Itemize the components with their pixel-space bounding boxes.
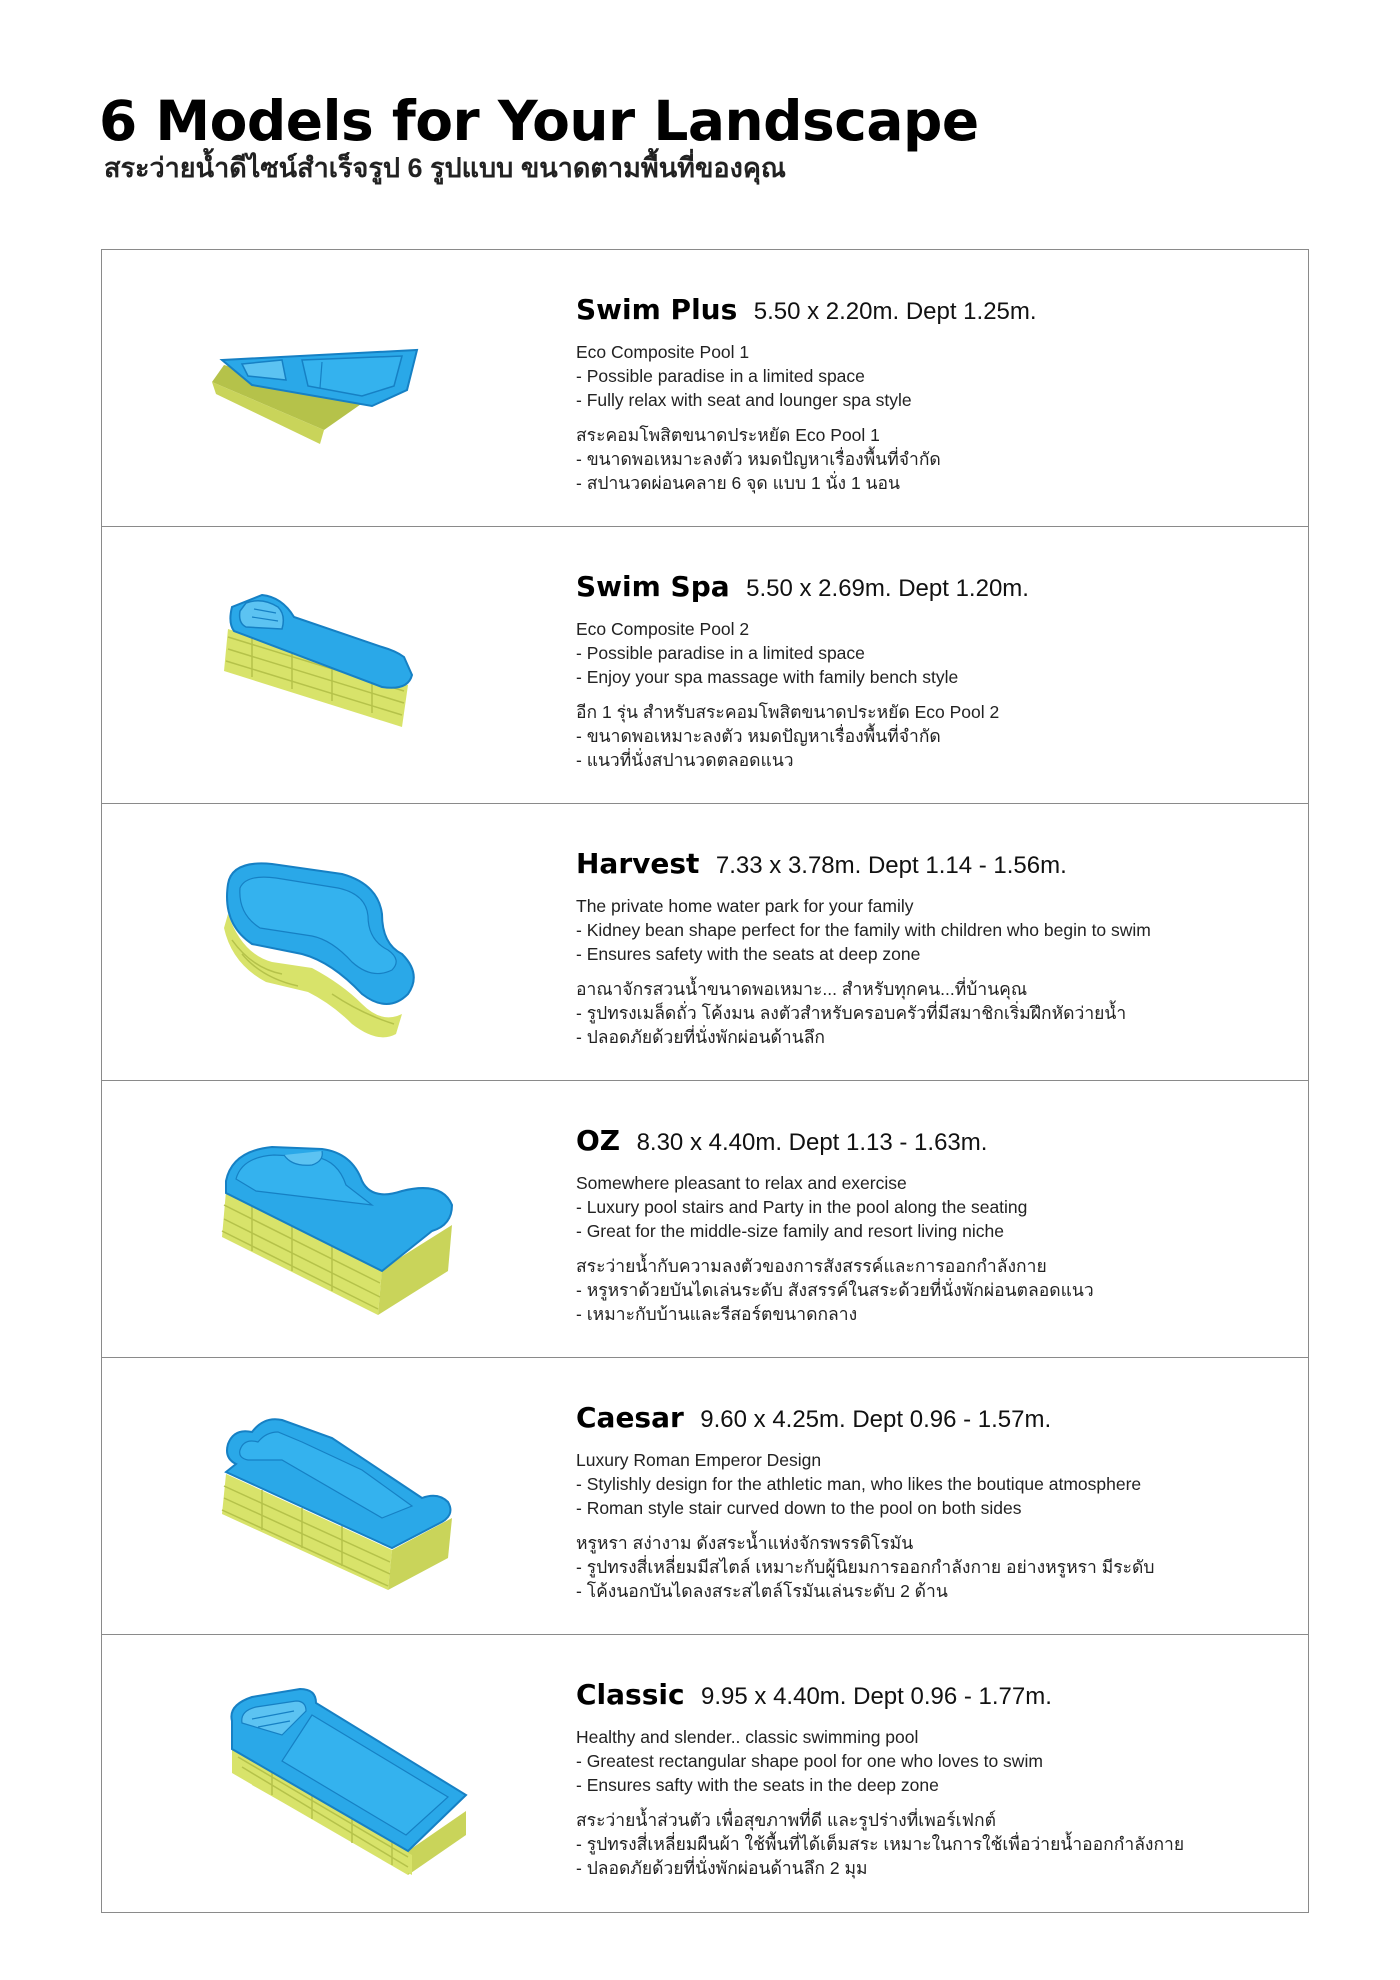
description-line: Luxury Roman Emperor Design (576, 1450, 822, 1470)
model-spec: 5.50 x 2.20m. Dept 1.25m. (753, 298, 1037, 325)
model-row-swim-plus (102, 250, 1308, 527)
model-name: Harvest (576, 847, 700, 880)
description-line: - Fully relax with seat and lounger spa style (576, 390, 912, 410)
model-name: Swim Spa (576, 570, 730, 603)
description-line: - Kidney bean shape perfect for the family with children who begin to swim (576, 920, 1151, 940)
description-line: - ขนาดพอเหมาะลงตัว หมดปัญหาเรื่องพื้นที่จำกัด (576, 726, 941, 746)
description-line: Healthy and slender.. classic swimming pool (576, 1727, 919, 1747)
description-line: สระว่ายน้ำส่วนตัว เพื่อสุขภาพที่ดี และรูปร่างที่เพอร์เฟกต์ (576, 1810, 997, 1830)
model-spec: 7.33 x 3.78m. Dept 1.14 - 1.56m. (715, 852, 1067, 879)
page-title: 6 Models for Your Landscape (99, 89, 979, 153)
description-line: - Enjoy your spa massage with family bench style (576, 667, 959, 687)
description-line: - รูปทรงเมล็ดถั่ว โค้งมน ลงตัวสำหรับครอบครัวที่มีสมาชิกเริ่มฝึกหัดว่ายน้ำ (576, 1003, 1127, 1023)
english-description (576, 1448, 1296, 1520)
description-line: - Greatest rectangular shape pool for one who loves to swim (576, 1751, 1043, 1771)
english-description (576, 1171, 1296, 1243)
description-line: Eco Composite Pool 1 (576, 342, 750, 362)
description-line: - Ensures safety with the seats at deep zone (576, 944, 921, 964)
english-description (576, 1725, 1296, 1797)
thai-description (576, 1808, 1296, 1880)
pool-caesar-icon (212, 1398, 472, 1598)
description-line: - Possible paradise in a limited space (576, 643, 865, 663)
description-line: - หรูหราด้วยบันไดเล่นระดับ สังสรรค์ในสระด้วยที่นั่งพักผ่อนตลอดแนว (576, 1280, 1094, 1300)
models-table (101, 249, 1309, 1913)
thai-description (576, 1254, 1296, 1326)
model-row-oz (102, 1081, 1308, 1358)
model-name: Swim Plus (576, 293, 738, 326)
description-line: Somewhere pleasant to relax and exercise (576, 1173, 907, 1193)
description-line: - Possible paradise in a limited space (576, 366, 865, 386)
description-line: - Luxury pool stairs and Party in the pool along the seating (576, 1197, 1028, 1217)
english-description (576, 894, 1296, 966)
description-line: - ปลอดภัยด้วยที่นั่งพักผ่อนด้านลึก (576, 1027, 826, 1047)
description-line: - เหมาะกับบ้านและรีสอร์ตขนาดกลาง (576, 1304, 858, 1324)
description-line: - ขนาดพอเหมาะลงตัว หมดปัญหาเรื่องพื้นที่จำกัด (576, 449, 941, 469)
description-line: The private home water park for your family (576, 896, 914, 916)
description-line: - รูปทรงสี่เหลี่ยมผืนผ้า ใช้พื้นที่ได้เต็มสระ เหมาะในการใช้เพื่อว่ายน้ำออกกำลังกาย (576, 1834, 1185, 1854)
page-subtitle: สระว่ายน้ำดีไซน์สำเร็จรูป 6 รูปแบบ ขนาดตามพื้นที่ของคุณ (104, 153, 786, 183)
pool-oz-icon (212, 1121, 472, 1321)
description-line: - Roman style stair curved down to the pool on both sides (576, 1498, 1022, 1518)
model-name: Caesar (576, 1401, 684, 1434)
description-line: - Ensures safty with the seats in the deep zone (576, 1775, 939, 1795)
description-line: อีก 1 รุ่น สำหรับสระคอมโพสิตขนาดประหยัด Eco Pool 2 (576, 702, 1000, 722)
description-line: หรูหรา สง่างาม ดังสระน้ำแห่งจักรพรรดิโรมัน (576, 1533, 914, 1553)
model-spec: 9.60 x 4.25m. Dept 0.96 - 1.57m. (700, 1406, 1052, 1433)
model-row-harvest (102, 804, 1308, 1081)
description-line: - รูปทรงสี่เหลี่ยมมีสไตล์ เหมาะกับผู้นิยมการออกกำลังกาย อย่างหรูหรา มีระดับ (576, 1557, 1155, 1577)
english-description (576, 617, 1296, 689)
model-spec: 8.30 x 4.40m. Dept 1.13 - 1.63m. (636, 1129, 988, 1156)
description-line: สระคอมโพสิตขนาดประหยัด Eco Pool 1 (576, 425, 880, 445)
thai-description (576, 977, 1296, 1049)
description-line: สระว่ายน้ำกับความลงตัวของการสังสรรค์และการออกกำลังกาย (576, 1256, 1047, 1276)
description-line: - แนวที่นั่งสปานวดตลอดแนว (576, 750, 794, 770)
description-line: - Stylishly design for the athletic man, who likes the boutique atmosphere (576, 1474, 1142, 1494)
thai-description (576, 700, 1296, 772)
description-line: - Great for the middle-size family and resort living niche (576, 1221, 1004, 1241)
pool-swim-spa-icon (212, 567, 472, 767)
description-line: - สปานวดผ่อนคลาย 6 จุด แบบ 1 นั่ง 1 นอน (576, 473, 900, 493)
model-row-caesar (102, 1358, 1308, 1635)
thai-description (576, 423, 1296, 495)
description-line: Eco Composite Pool 2 (576, 619, 750, 639)
model-spec: 9.95 x 4.40m. Dept 0.96 - 1.77m. (701, 1683, 1052, 1710)
description-line: อาณาจักรสวนน้ำขนาดพอเหมาะ... สำหรับทุกคน...ที่บ้านคุณ (576, 979, 1028, 999)
english-description (576, 340, 1296, 412)
pool-classic-icon (212, 1675, 472, 1875)
pool-harvest-icon (212, 844, 472, 1044)
model-row-classic (102, 1635, 1308, 1912)
model-name: Classic (576, 1678, 685, 1711)
thai-description (576, 1531, 1296, 1603)
model-row-swim-spa (102, 527, 1308, 804)
model-name: OZ (576, 1124, 621, 1157)
model-spec: 5.50 x 2.69m. Dept 1.20m. (746, 575, 1029, 602)
description-line: - ปลอดภัยด้วยที่นั่งพักผ่อนด้านลึก 2 มุม (576, 1858, 868, 1878)
description-line: - โค้งนอกบันไดลงสระสไตล์โรมันเล่นระดับ 2 ด้าน (576, 1581, 948, 1601)
pool-swim-plus-icon (212, 290, 472, 490)
